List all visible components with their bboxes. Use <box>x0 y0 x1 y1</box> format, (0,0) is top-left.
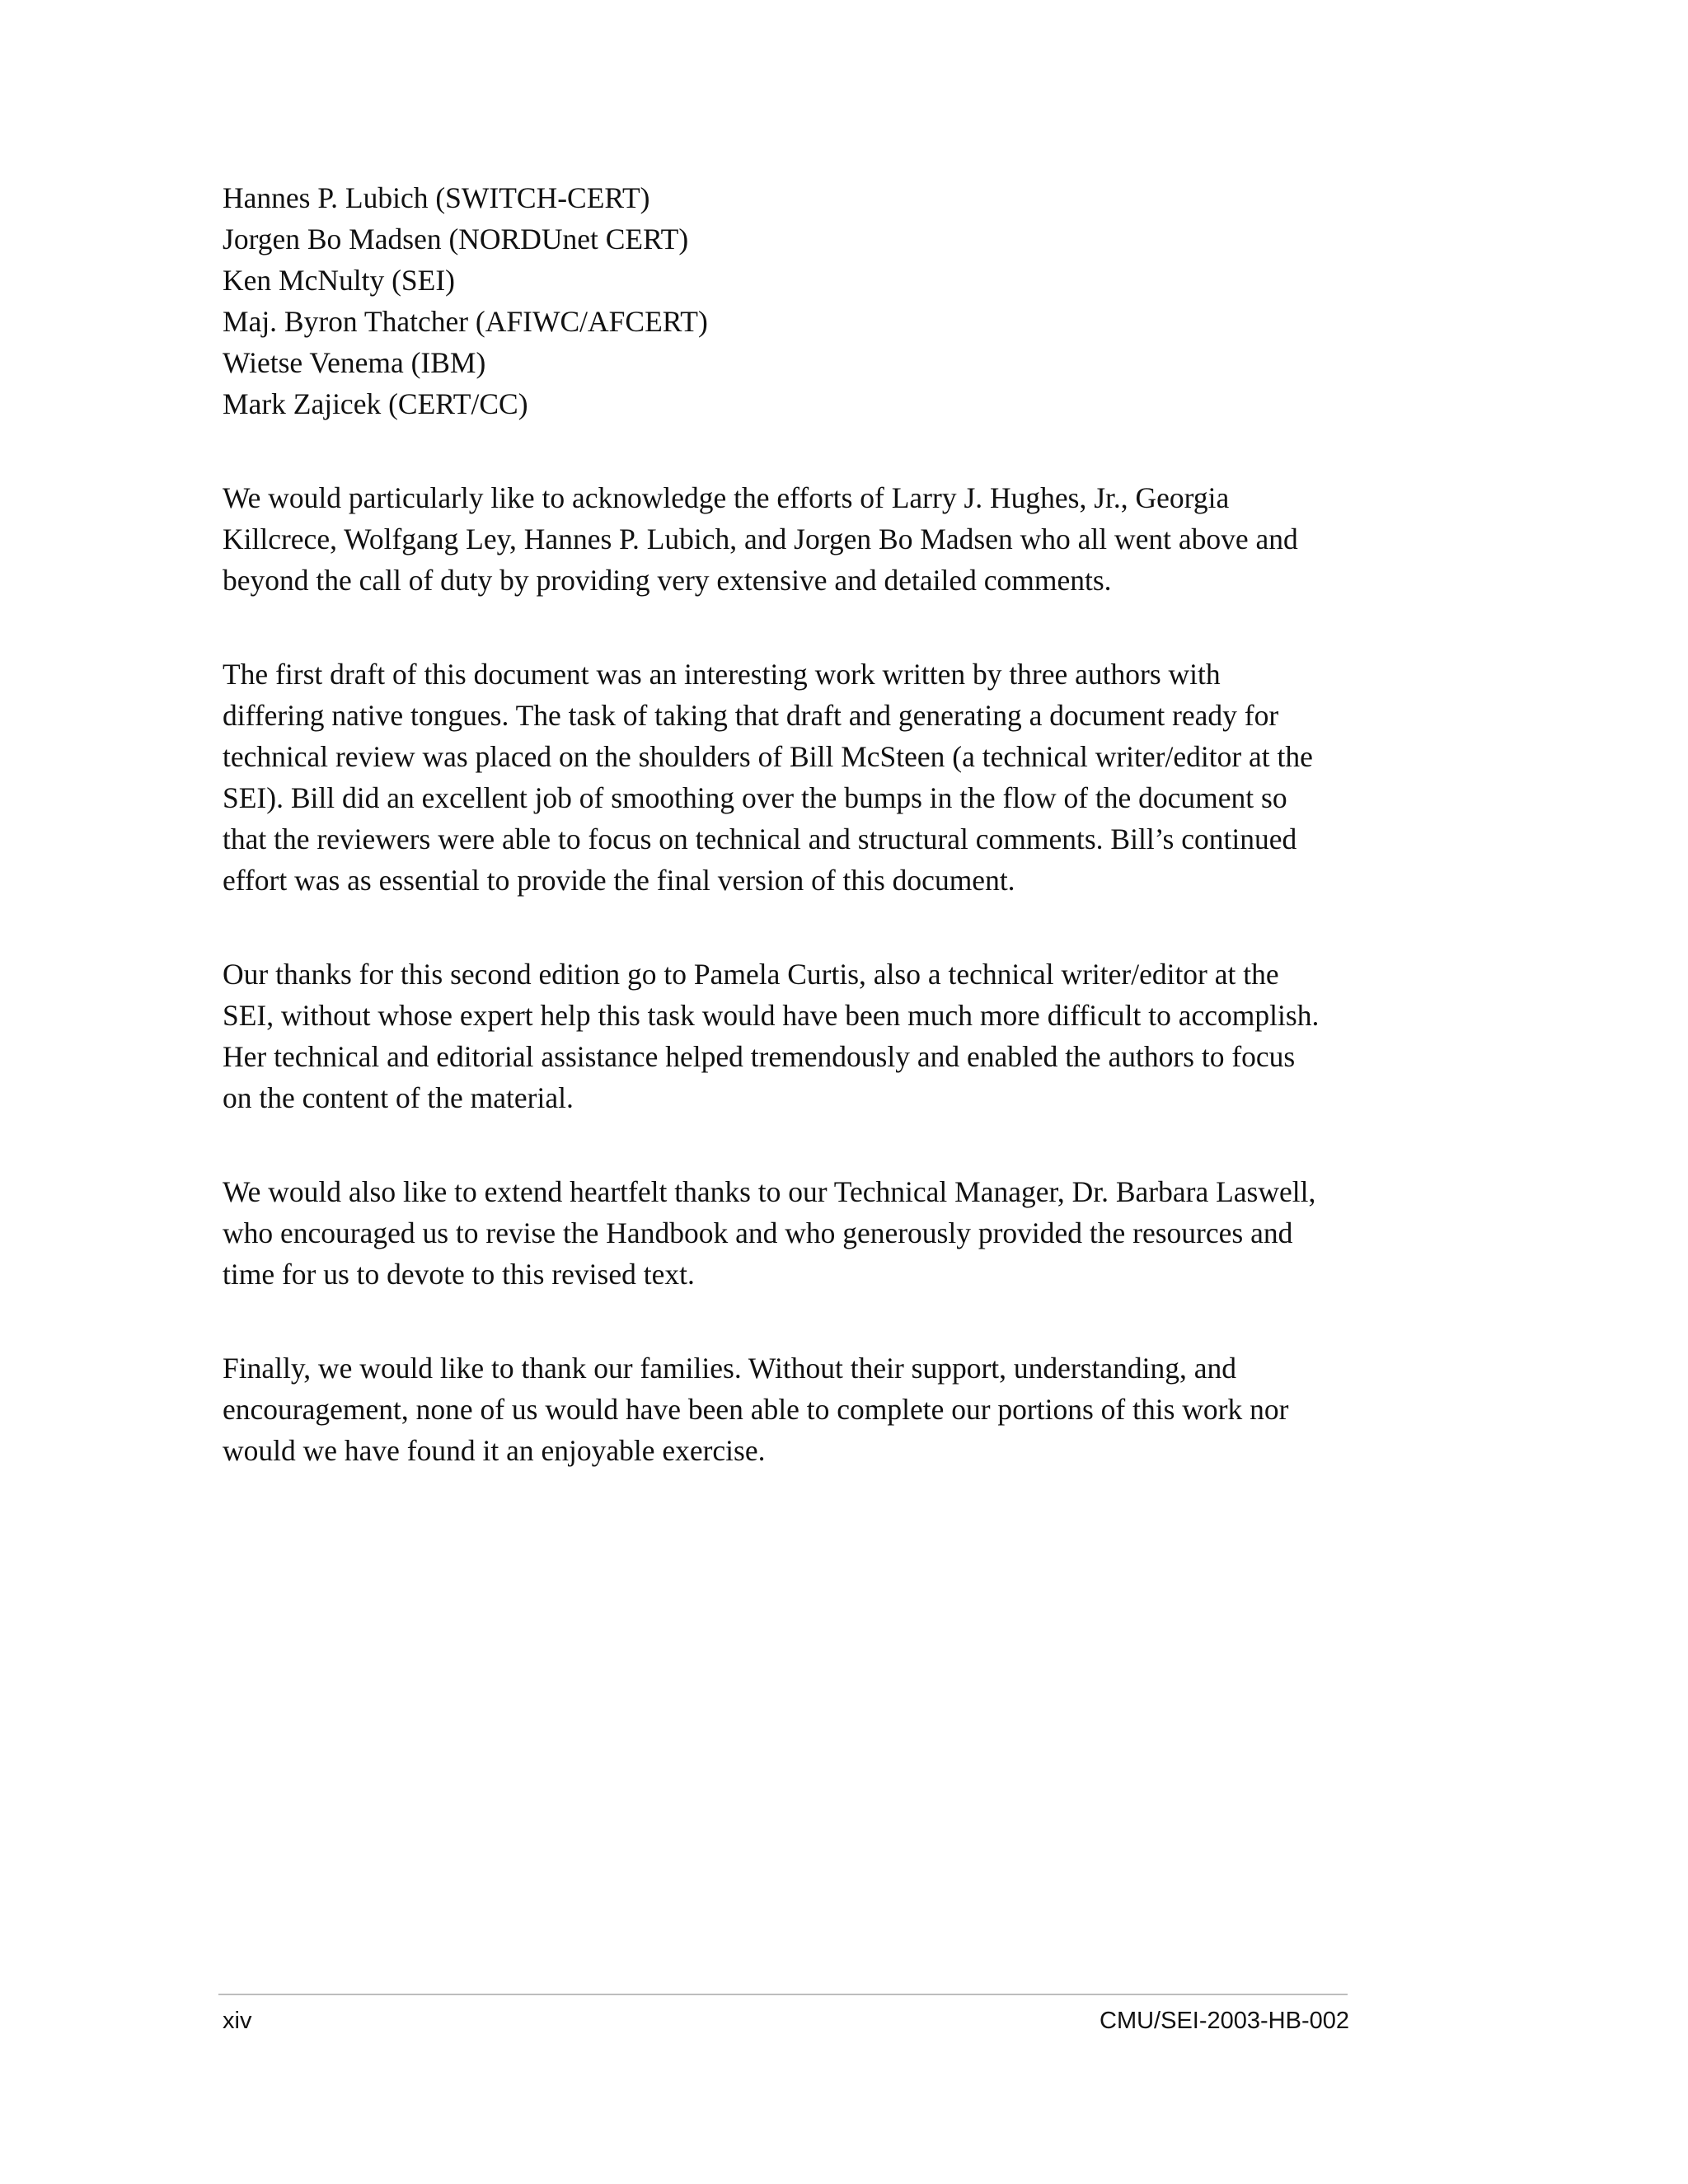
reviewer-name: Hannes P. Lubich (SWITCH-CERT) <box>223 181 650 214</box>
text-line: The first draft of this document was an interesting work written by three authors with <box>223 658 1221 691</box>
paragraph-first-draft <box>223 654 1393 901</box>
text-line: effort was as essential to provide the final version of this document. <box>223 864 1015 897</box>
text-line: SEI). Bill did an excellent job of smoothing over the bumps in the flow of the document so <box>223 781 1287 814</box>
reviewer-list <box>223 177 1393 424</box>
text-line: on the content of the material. <box>223 1081 574 1114</box>
reviewer-name: Maj. Byron Thatcher (AFIWC/AFCERT) <box>223 305 708 338</box>
text-line: We would also like to extend heartfelt thanks to our Technical Manager, Dr. Barbara Laswell, <box>223 1175 1316 1208</box>
text-line: that the reviewers were able to focus on technical and structural comments. Bill’s continued <box>223 823 1297 855</box>
text-line: Finally, we would like to thank our families. Without their support, understanding, and <box>223 1352 1237 1385</box>
text-line: We would particularly like to acknowledge the efforts of Larry J. Hughes, Jr., Georgia <box>223 481 1230 514</box>
reviewer-name: Wietse Venema (IBM) <box>223 346 486 379</box>
reviewer-name: Mark Zajicek (CERT/CC) <box>223 387 528 420</box>
text-line: Killcrece, Wolfgang Ley, Hannes P. Lubich, and Jorgen Bo Madsen who all went above and <box>223 523 1298 555</box>
text-line: differing native tongues. The task of taking that draft and generating a document ready for <box>223 699 1279 732</box>
page-number: xiv <box>223 2008 252 2034</box>
text-line: would we have found it an enjoyable exercise. <box>223 1434 766 1467</box>
paragraph-technical-manager <box>223 1171 1393 1295</box>
footer-divider <box>218 1994 1348 1995</box>
paragraph-special-thanks <box>223 477 1393 601</box>
paragraph-families <box>223 1347 1393 1471</box>
text-line: SEI, without whose expert help this task would have been much more difficult to accomplish. <box>223 999 1320 1032</box>
text-line: Our thanks for this second edition go to Pamela Curtis, also a technical writer/editor at the <box>223 958 1279 991</box>
text-line: who encouraged us to revise the Handbook and who generously provided the resources and <box>223 1216 1293 1249</box>
acknowledgements-body <box>223 177 1393 1524</box>
reviewer-name: Ken McNulty (SEI) <box>223 264 455 297</box>
paragraph-second-edition <box>223 954 1393 1118</box>
reviewer-name: Jorgen Bo Madsen (NORDUnet CERT) <box>223 223 689 255</box>
text-line: beyond the call of duty by providing very extensive and detailed comments. <box>223 564 1112 597</box>
document-id: CMU/SEI-2003-HB-002 <box>1100 2008 1349 2034</box>
text-line: encouragement, none of us would have been able to complete our portions of this work nor <box>223 1393 1289 1426</box>
text-line: Her technical and editorial assistance helped tremendously and enabled the authors to focus <box>223 1040 1296 1073</box>
text-line: technical review was placed on the shoulders of Bill McSteen (a technical writer/editor at the <box>223 740 1313 773</box>
text-line: time for us to devote to this revised text. <box>223 1258 695 1291</box>
